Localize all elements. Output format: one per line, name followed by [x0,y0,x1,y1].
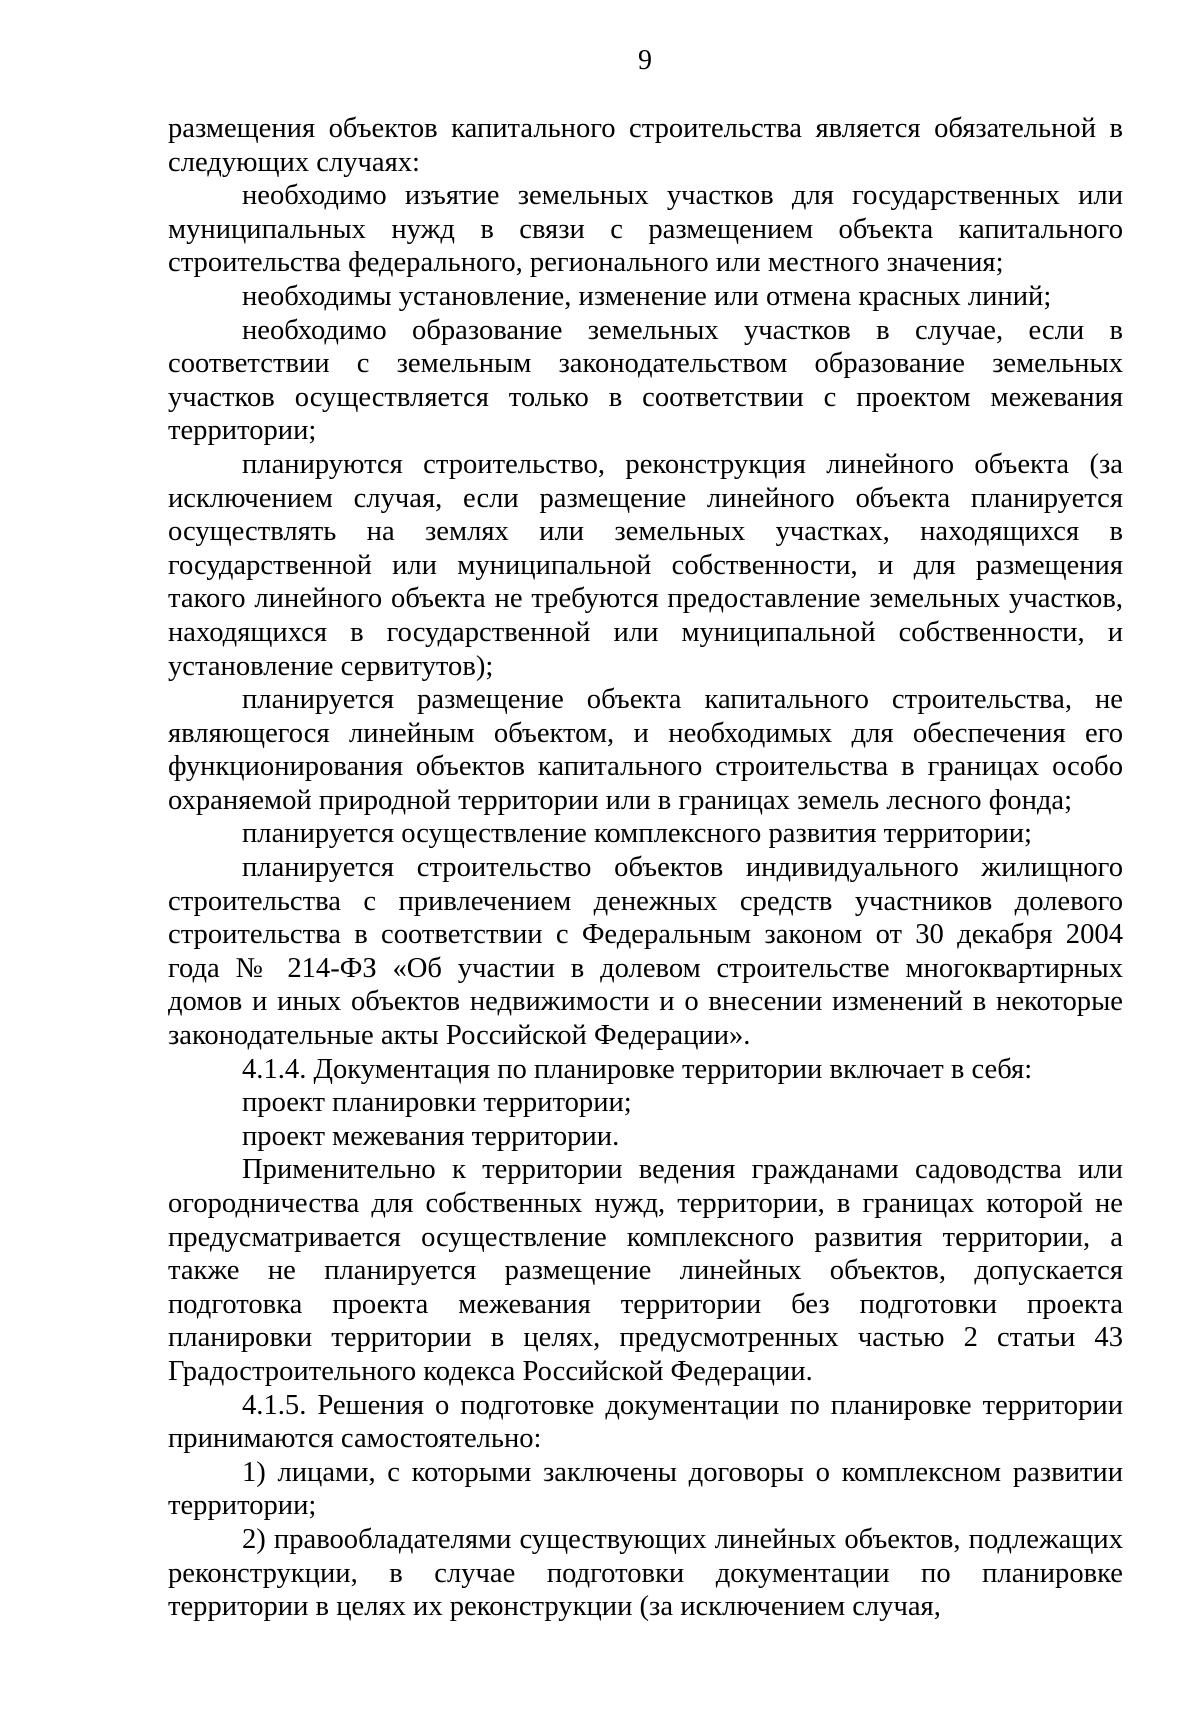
paragraph-6: планируется размещение объекта капитального строительства, не являющегося линейным объектом, и необходимых для обеспечения его функционирования объектов капитального строительства в границах особо охраняемой природной территории или в границах земель лесного фонда; [168,684,1123,816]
paragraph-2: необходимо изъятие земельных участков для государственных или муниципальных нужд в связи с размещением объекта капитального строительства федерального, регионального или местного значения; [168,180,1123,279]
paragraph-4: необходимо образование земельных участков в случае, если в соответствии с земельным законодательством образование земельных участков осуществляется только в соответствии с проектом межевания территории; [168,314,1123,447]
paragraph-15: 2) правообладателями существующих линейных объектов, подлежащих реконструкции, в случае подготовки документации по планировке территории в целях их реконструкции (за исключением случая, [168,1523,1123,1623]
paragraph-5: планируются строительство, реконструкция линейного объекта (за исключением случая, если размещение линейного объекта планируется осуществлять на землях или земельных участках, находящихся в государственной или муниципальной собственности, и для размещения такого линейного объекта не требуются предоставление земельных участков, находящихся в государственной или муниципальной собственности, и установление сервитутов); [168,448,1123,682]
paragraph-9: 4.1.4. Документация по планировке территории включает в себя: [242,1053,1033,1085]
paragraph-8: планируется строительство объектов индивидуального жилищного строительства с привлечением денежных средств участников долевого строительства в соответствии с Федеральным законом от 30 декабря 2004 года № 214-ФЗ «Об участии в долевом строительстве многоквартирных домов и иных объектов недвижимости и о внесении изменений в некоторые законодательные акты Российской Федерации». [168,852,1123,1052]
paragraph-12: Применительно к территории ведения гражданами садоводства или огородничества для собственных нужд, территории, в границах которой не предусматривается осуществление комплексного развития территории, а также не планируется размещение линейных объектов, допускается подготовка проекта межевания территории без подготовки проекта планировки территории в целях, предусмотренных частью 2 статьи 43 Градостроительного кодекса Российской Федерации. [168,1154,1123,1387]
paragraph-11: проект межевания территории. [242,1120,620,1152]
paragraph-13: 4.1.5. Решения о подготовке документации по планировке территории принимаются самостоятельно: [168,1389,1123,1455]
body-text [168,112,1123,1624]
paragraph-14: 1) лицами, с которыми заключены договоры о комплексном развитии территории; [168,1456,1123,1522]
paragraph-1: размещения объектов капитального строительства является обязательной в следующих случаях: [168,113,1123,178]
paragraph-7: планируется осуществление комплексного развития территории; [242,818,1032,850]
paragraph-3: необходимы установление, изменение или отмена красных линий; [242,280,1052,312]
page-number: 9 [638,45,652,76]
paragraph-10: проект планировки территории; [242,1087,632,1119]
